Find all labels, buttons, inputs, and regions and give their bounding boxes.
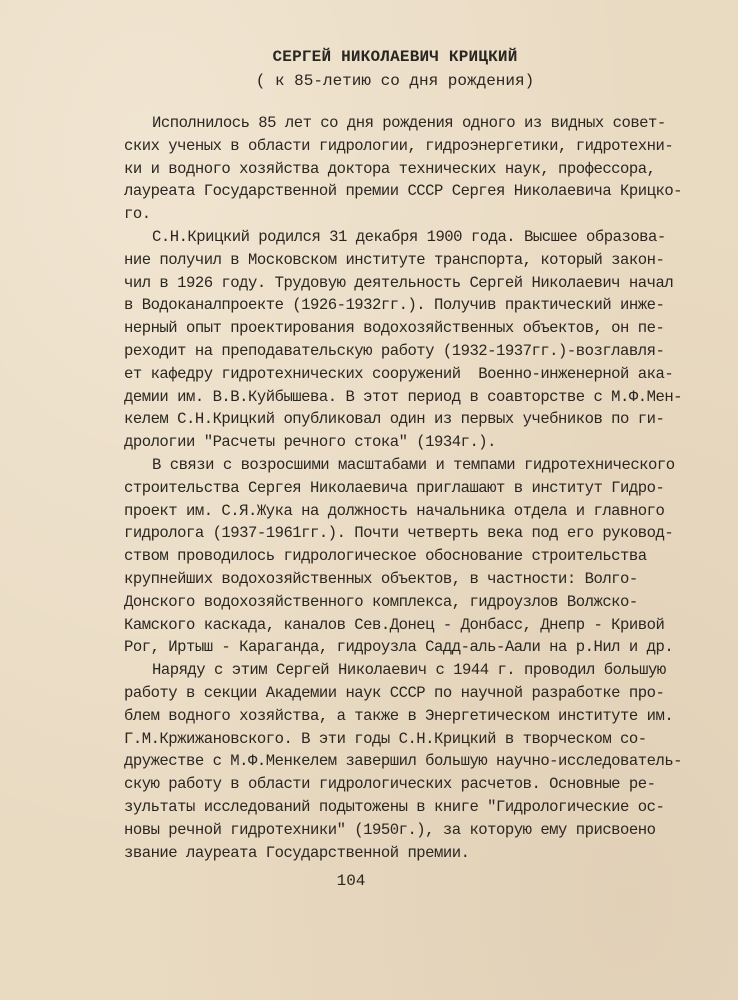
text-line: работу в секции Академии наук СССР по научной разработке про- xyxy=(124,683,665,702)
text-line: блем водного хозяйства, а также в Энергетическом институте им. xyxy=(124,706,674,725)
text-line: нерный опыт проектирования водохозяйственных объектов, он пе- xyxy=(124,319,665,338)
text-line: проект им. С.Я.Жука на должность начальника отдела и главного xyxy=(124,501,665,520)
text-line: Камского каскада, каналов Сев.Донец - Донбасс, Днепр - Кривой xyxy=(124,615,665,634)
text-line: в Водоканалпроекте (1926-1932гг.). Получив практический инже- xyxy=(124,296,665,315)
text-line: Г.М.Кржижановского. В эти годы С.Н.Крицкий в творческом со- xyxy=(124,729,647,748)
text-line: реходит на преподавательскую работу (1932-1937гг.)-возглавля- xyxy=(124,341,665,360)
text-line: Исполнилось 85 лет со дня рождения одного из видных совет- xyxy=(152,114,666,132)
text-line: ет кафедру гидротехнических сооружений Военно-инженерной ака- xyxy=(124,364,674,383)
text-line: демии им. В.В.Куйбышева. В этот период в соавторстве с М.Ф.Мен- xyxy=(124,387,683,406)
text-line: гидролога (1937-1961гг.). Почти четверть века под его руковод- xyxy=(124,524,674,543)
text-line: ством проводилось гидрологическое обоснование строительства xyxy=(124,547,647,566)
text-line: лауреата Государственной премии СССР Сергея Николаевича Крицко- xyxy=(124,182,683,201)
document-title: СЕРГЕЙ НИКОЛАЕВИЧ КРИЦКИЙ xyxy=(272,48,518,66)
text-line: В связи с возросшими масштабами и темпами гидротехнического xyxy=(152,455,675,474)
text-line: Наряду с этим Сергей Николаевич с 1944 г. проводил большую xyxy=(152,661,666,680)
text-line: ки и водного хозяйства доктора технических наук, профессора, xyxy=(124,159,656,178)
text-line: чил в 1926 году. Трудовую деятельность Сергей Николаевич начал xyxy=(124,273,674,292)
text-line: келем С.Н.Крицкий опубликовал один из первых учебников по ги- xyxy=(124,410,665,429)
text-line: скую работу в области гидрологических расчетов. Основные ре- xyxy=(124,775,656,794)
text-line: го. xyxy=(124,205,151,224)
text-line: С.Н.Крицкий родился 31 декабря 1900 года. Высшее образова- xyxy=(152,227,666,246)
text-line: зультаты исследований подытожены в книге "Гидрологические ос- xyxy=(124,797,665,816)
text-line: крупнейших водохозяйственных объектов, в частности: Волго- xyxy=(124,569,638,588)
text-line: ние получил в Московском институте транспорта, который закон- xyxy=(124,250,665,269)
page-number: 104 xyxy=(336,872,366,890)
text-line: новы речной гидротехники" (1950г.), за которую ему присвоено xyxy=(124,820,656,839)
text-line: Донского водохозяйственного комплекса, гидроузлов Волжско- xyxy=(124,592,638,611)
text-line: Рог, Иртыш - Караганда, гидроузла Садд-аль-Аали на р.Нил и др. xyxy=(124,638,674,657)
text-line: ских ученых в области гидрологии, гидроэнергетики, гидротехни- xyxy=(124,136,674,155)
text-line: дрологии "Расчеты речного стока" (1934г.). xyxy=(124,433,497,452)
text-line: строительства Сергея Николаевича приглашают в институт Гидро- xyxy=(124,478,665,497)
document-body xyxy=(124,112,710,864)
text-line: дружестве с М.Ф.Менкелем завершил большую научно-исследователь- xyxy=(124,752,683,771)
text-line: звание лауреата Государственной премии. xyxy=(124,843,470,862)
document-subtitle: ( к 85-летию со дня рождения) xyxy=(255,72,535,90)
